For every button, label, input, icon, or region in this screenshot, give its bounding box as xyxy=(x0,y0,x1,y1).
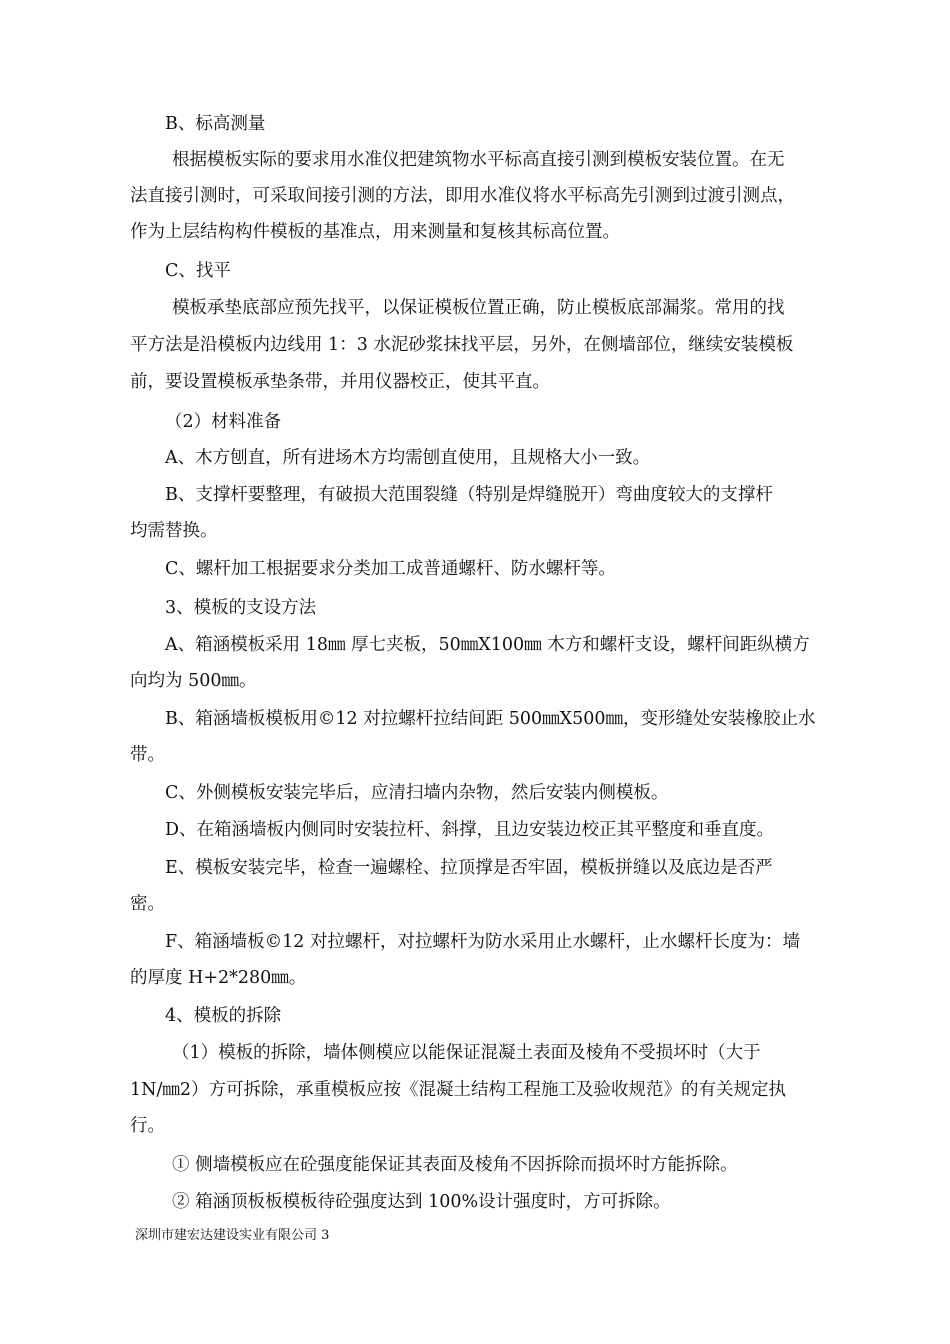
paragraph-line: 带。 xyxy=(130,745,165,765)
list-item: ① 侧墙模板应在砼强度能保证其表面及棱角不因拆除而损坏时方能拆除。 xyxy=(172,1155,738,1175)
paragraph-line: 密。 xyxy=(130,894,165,914)
paragraph-line: 行。 xyxy=(130,1116,165,1136)
paragraph-line: 1N/㎜2）方可拆除，承重模板应按《混凝土结构工程施工及验收规范》的有关规定执 xyxy=(130,1080,786,1100)
heading-formwork-method: 3、模板的支设方法 xyxy=(165,598,317,618)
paragraph-line: C、螺杆加工根据要求分类加工成普通螺杆、防水螺杆等。 xyxy=(165,559,616,579)
page-footer: 深圳市建宏达建设实业有限公司 3 xyxy=(135,1228,330,1243)
paragraph-line: A、木方刨直，所有进场木方均需刨直使用，且规格大小一致。 xyxy=(165,448,651,468)
paragraph-line: B、箱涵墙板模板用©12 对拉螺杆拉结间距 500㎜X500㎜，变形缝处安装橡胶止水 xyxy=(165,709,816,729)
paragraph-line: 的厚度 H+2*280㎜。 xyxy=(130,968,307,988)
paragraph-line: E、模板安装完毕，检查一遍螺栓、拉顶撑是否牢固，模板拼缝以及底边是否严 xyxy=(165,858,773,878)
paragraph-line: （1）模板的拆除，墙体侧模应以能保证混凝土表面及棱角不受损坏时（大于 xyxy=(172,1043,761,1063)
paragraph-line: 向均为 500㎜。 xyxy=(130,671,257,691)
paragraph-line: D、在箱涵墙板内侧同时安装拉杆、斜撑，且边安装边校正其平整度和垂直度。 xyxy=(165,820,775,840)
paragraph-line: 根据模板实际的要求用水准仪把建筑物水平标高直接引测到模板安装位置。在无 xyxy=(172,150,785,170)
paragraph-line: 法直接引测时，可采取间接引测的方法，即用水准仪将水平标高先引测到过渡引测点， xyxy=(130,186,795,206)
paragraph-line: F、箱涵墙板©12 对拉螺杆，对拉螺杆为防水采用止水螺杆，止水螺杆长度为：墙 xyxy=(165,932,800,952)
paragraph-line: C、外侧模板安装完毕后，应清扫墙内杂物，然后安装内侧模板。 xyxy=(165,783,669,803)
heading-material-prep: （2）材料准备 xyxy=(165,412,282,432)
paragraph-line: 作为上层结构构件模板的基准点，用来测量和复核其标高位置。 xyxy=(130,222,620,242)
paragraph-line: 均需替换。 xyxy=(130,521,218,541)
heading-formwork-removal: 4、模板的拆除 xyxy=(165,1006,282,1026)
paragraph-line: 前，要设置模板承垫条带，并用仪器校正，使其平直。 xyxy=(130,372,550,392)
heading-leveling: C、找平 xyxy=(165,261,231,281)
paragraph-line: A、箱涵模板采用 18㎜ 厚七夹板，50㎜X100㎜ 木方和螺杆支设，螺杆间距纵横方 xyxy=(165,635,810,655)
paragraph-line: 平方法是沿模板内边线用 1：3 水泥砂浆抹找平层，另外，在侧墙部位，继续安装模板 xyxy=(130,335,794,355)
paragraph-line: B、支撑杆要整理，有破损大范围裂缝（特别是焊缝脱开）弯曲度较大的支撑杆 xyxy=(165,485,773,505)
paragraph-line: 模板承垫底部应预先找平，以保证模板位置正确，防止模板底部漏浆。常用的找 xyxy=(172,298,785,318)
heading-elevation-survey: B、标高测量 xyxy=(165,114,266,134)
list-item: ② 箱涵顶板板模板待砼强度达到 100%设计强度时，方可拆除。 xyxy=(172,1192,671,1212)
